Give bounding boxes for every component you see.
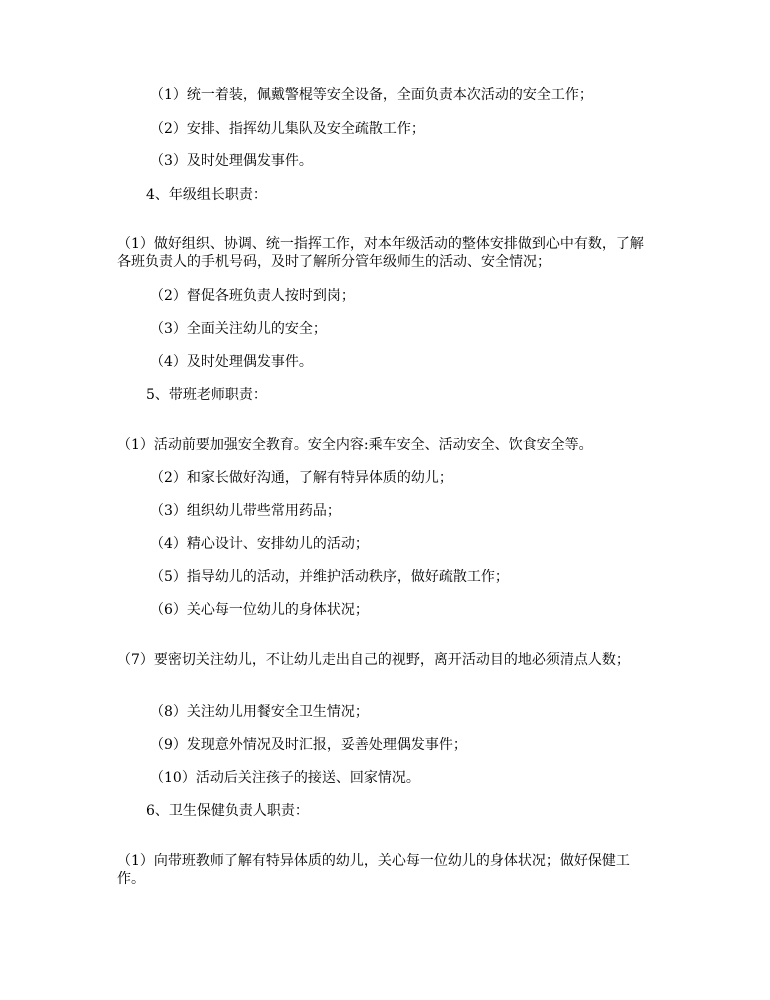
section-heading-grade-leader: 4、年级组长职责： [146,187,267,203]
paragraph-class-teacher-8: （8）关注幼儿用餐安全卫生情况； [150,704,369,720]
paragraph-class-teacher-6: （6）关心每一位幼儿的身体状况； [150,602,369,618]
paragraph-security-3: （3）及时处理偶发事件。 [150,153,313,169]
paragraph-class-teacher-10: （10）活动后关注孩子的接送、回家情况。 [150,770,420,786]
paragraph-grade-leader-2: （2）督促各班负责人按时到岗； [150,288,355,304]
paragraph-class-teacher-1: （1）活动前要加强安全教育。安全内容:乘车安全、活动安全、饮食安全等。 [117,437,593,453]
paragraph-security-1: （1）统一着装，佩戴警棍等安全设备，全面负责本次活动的安全工作； [150,87,593,103]
paragraph-class-teacher-4: （4）精心设计、安排幼儿的活动； [150,536,369,552]
paragraph-class-teacher-5: （5）指导幼儿的活动，并维护活动秩序，做好疏散工作； [150,569,509,585]
paragraph-security-2: （2）安排、指挥幼儿集队及安全疏散工作； [150,121,425,137]
paragraph-health-care-1: （1）向带班教师了解有特异体质的幼儿，关心每一位幼儿的身体状况；做好保健工作。 [117,853,630,887]
section-heading-health-care: 6、卫生保健负责人职责： [146,803,309,819]
paragraph-class-teacher-7: （7）要密切关注幼儿，不让幼儿走出自己的视野，离开活动目的地必须清点人数； [117,652,630,668]
paragraph-class-teacher-9: （9）发现意外情况及时汇报，妥善处理偶发事件； [150,737,467,753]
paragraph-class-teacher-3: （3）组织幼儿带些常用药品； [150,503,341,519]
paragraph-class-teacher-2: （2）和家长做好沟通，了解有特异体质的幼儿； [150,470,453,486]
paragraph-grade-leader-4: （4）及时处理偶发事件。 [150,354,313,370]
paragraph-grade-leader-1: （1）做好组织、协调、统一指挥工作，对本年级活动的整体安排做到心中有数，了解各班负责人的手机号码，及时了解所分管年级师生的活动、安全情况； [117,236,644,270]
section-heading-class-teacher: 5、带班老师职责： [146,387,267,403]
paragraph-grade-leader-3: （3）全面关注幼儿的安全； [150,321,327,337]
